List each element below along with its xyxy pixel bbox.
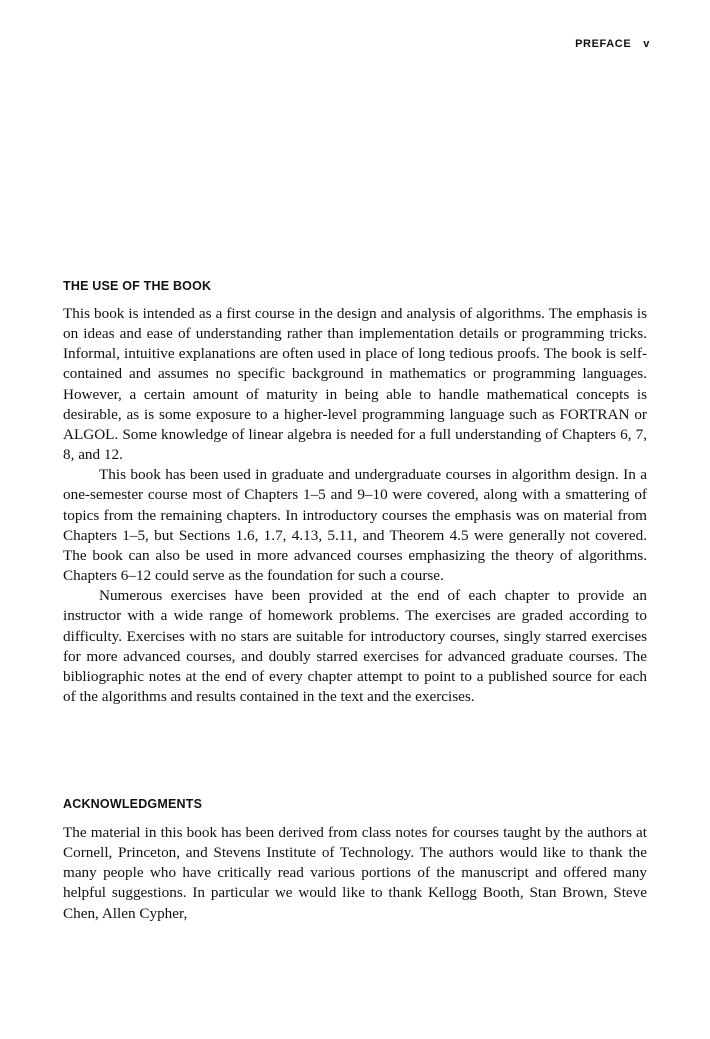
running-header bbox=[575, 38, 650, 50]
section-heading-use-of-book: THE USE OF THE BOOK bbox=[63, 279, 212, 293]
paragraph-intended-course: This book is intended as a first course in the design and analysis of algorithms. The emphasis is on ideas and ease of understanding rather than implementation details or programming tricks. Informal, intuitive explanations are often used in place of long tedious proofs. The book is self-contained and assumes no specific background in mathematics or programming languages. However, a certain amount of maturity in being able to handle mathematical concepts is desirable, as is some exposure to a higher-level programming language such as FORTRAN or ALGOL. Some knowledge of linear algebra is needed for a full understanding of Chapters 6, 7, 8, and 12. bbox=[63, 305, 647, 464]
section-body-acknowledgments bbox=[63, 823, 647, 924]
paragraph-exercises: Numerous exercises have been provided at the end of each chapter to provide an instructor with a wide range of homework problems. The exercises are graded according to difficulty. Exercises with no stars are suitable for introductory courses, singly starred exercises for more advanced courses, and doubly starred exercises for advanced graduate courses. The bibliographic notes at the end of every chapter attempt to point to a published source for each of the algorithms and results contained in the text and the exercises. bbox=[63, 587, 647, 705]
section-heading-acknowledgments: ACKNOWLEDGMENTS bbox=[63, 797, 203, 811]
section-body-use-of-book bbox=[63, 304, 647, 707]
paragraph-acknowledgments: The material in this book has been derived from class notes for courses taught by the authors at Cornell, Princeton, and Stevens Institute of Technology. The authors would like to thank the many people who have critically read various portions of the manuscript and offered many helpful suggestions. In particular we would like to thank Kellogg Booth, Stan Brown, Steve Chen, Allen Cypher, bbox=[63, 824, 647, 922]
page-number: v bbox=[643, 38, 650, 50]
running-header-title: PREFACE bbox=[575, 38, 632, 50]
paragraph-course-usage: This book has been used in graduate and undergraduate courses in algorithm design. In a one-semester course most of Chapters 1–5 and 9–10 were covered, along with a smattering of topics from the remaining chapters. In introductory courses the emphasis was on material from Chapters 1–5, but Sections 1.6, 1.7, 4.13, 5.11, and Theorem 4.5 were generally not covered. The book can also be used in more advanced courses emphasizing the theory of algorithms. Chapters 6–12 could serve as the foundation for such a course. bbox=[63, 466, 647, 585]
